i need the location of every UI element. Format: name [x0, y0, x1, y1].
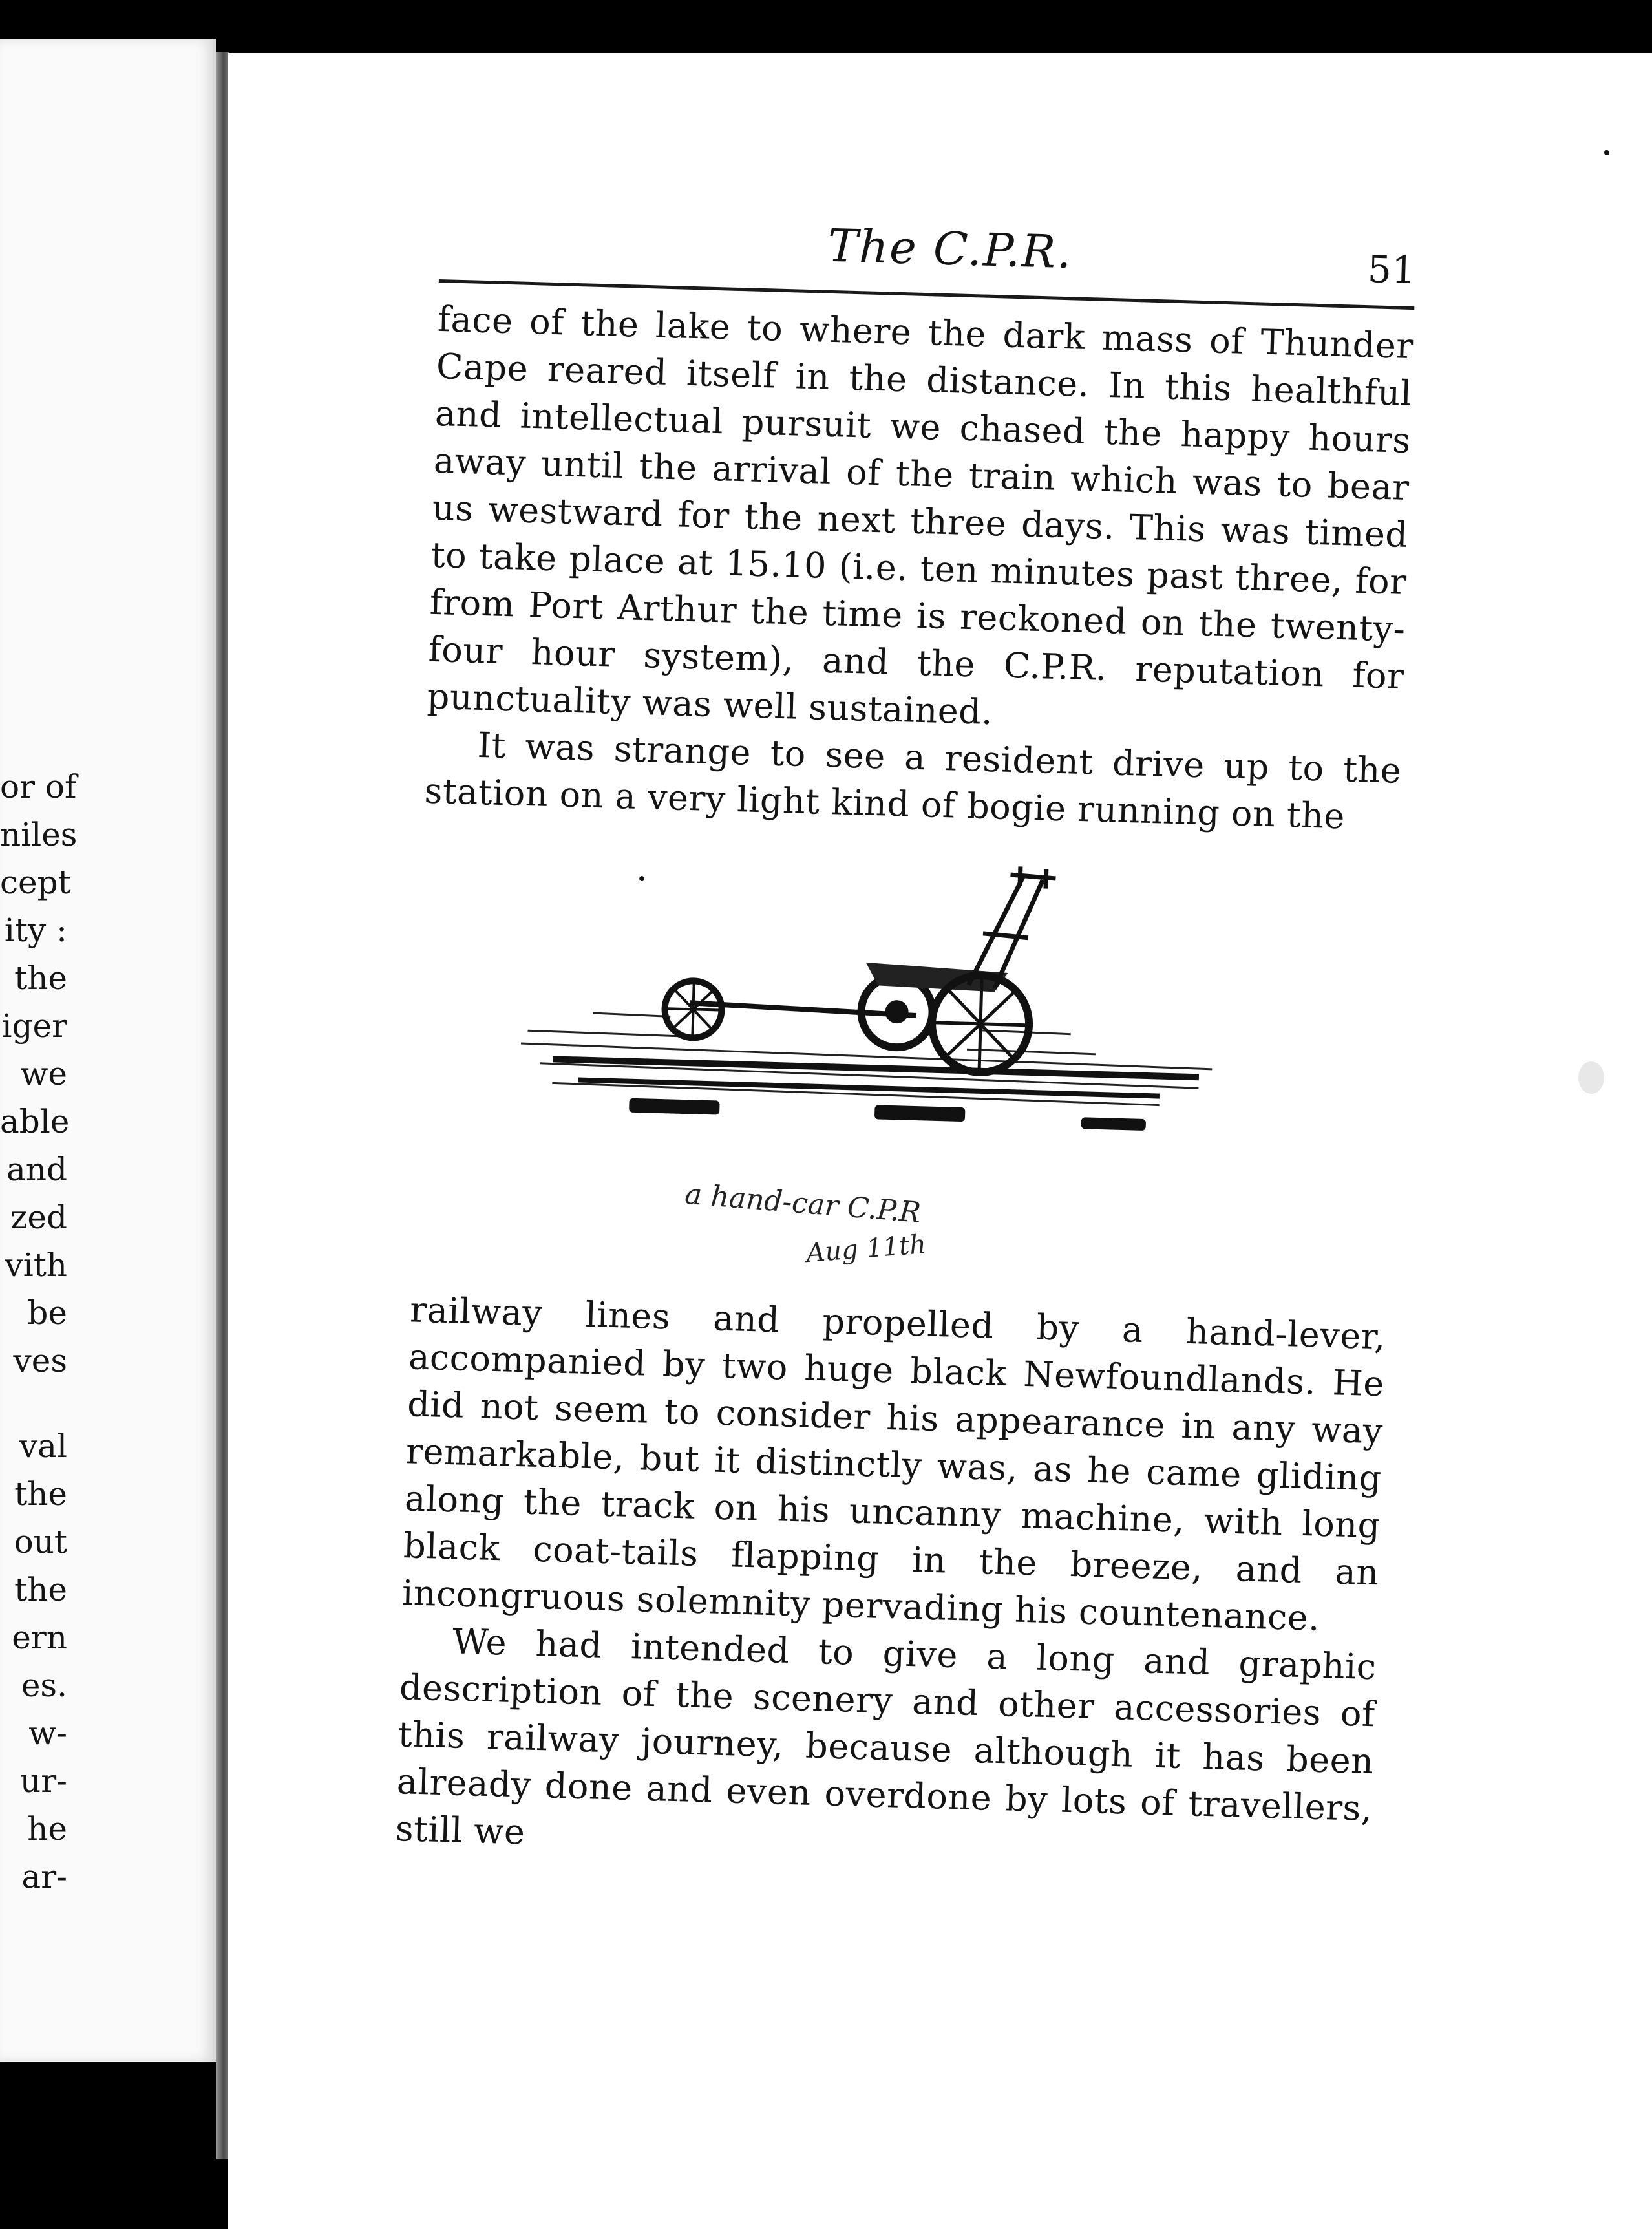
line-fragment: ity : [4, 912, 67, 949]
line-fragment: w- [28, 1714, 67, 1752]
figure-date: Aug 11th [805, 1229, 927, 1269]
line-fragment: val [19, 1427, 67, 1465]
running-title: The C.P.R. [827, 219, 1074, 279]
line-fragment: iger [1, 1007, 67, 1045]
line-fragment: the [14, 959, 67, 997]
paragraph: face of the lake to where the dark mass of Thunder Cape reared itself in the distance. In this healthful and intellectual pursuit we chased the happy hours away until the arrival of the train which was to bear us westward for the next three days. This was timed to take place at 15.10 (i.e. ten minutes past three, for from Port Arthur the time is reckoned on the twenty-four hour system), and the C.P.R. reputation for punctuality was well sustained. [427, 298, 1414, 733]
line-gap [0, 1385, 67, 1422]
page-number: 51 [1367, 247, 1416, 293]
paragraph: It was strange to see a resident drive up to the station on a very light kind of bogie running on the [423, 724, 1403, 837]
dust-speck [1604, 150, 1609, 155]
line-fragment: cept [0, 864, 71, 901]
facing-page-text [0, 763, 78, 1901]
body-text [395, 1286, 1386, 1879]
line-fragment: able [0, 1103, 70, 1140]
paragraph: railway lines and propelled by a hand-lever, accompanied by two huge black Newfoundlands. He did not seem to consider his appearance in any way remarkable, but it distinctly was, as he came gliding along the track on his uncanny machine, with long black coat-tails flapping in the breeze, and an incongruous solemnity pervading his countenance. [401, 1289, 1386, 1639]
facing-page [0, 39, 216, 2062]
book-gutter [216, 52, 229, 2159]
line-fragment: ur- [20, 1762, 67, 1800]
line-fragment: the [14, 1571, 67, 1608]
line-fragment: and [6, 1151, 67, 1188]
figure [411, 827, 1399, 1307]
book-page [228, 53, 1652, 2229]
line-fragment: ar- [21, 1858, 67, 1895]
line-fragment: we [20, 1055, 67, 1093]
line-fragment: the [14, 1475, 67, 1513]
line-fragment: ves [13, 1342, 67, 1380]
hand-car-illustration-icon [511, 849, 1231, 1180]
page-content [395, 208, 1416, 1879]
line-fragment: be [27, 1294, 67, 1332]
line-fragment: niles [0, 816, 78, 853]
dust-speck [1578, 1061, 1604, 1094]
paragraph: We had intended to give a long and graphic description of the scenery and other accessories of this railway journey, because although it has been already done and even overdone by lots of travellers, still we [395, 1621, 1377, 1853]
figure-caption: a hand-car C.P.R [683, 1177, 922, 1230]
line-fragment: he [27, 1810, 67, 1848]
line-fragment: es. [21, 1667, 67, 1704]
line-fragment: ern [12, 1619, 67, 1656]
line-fragment: or of [0, 768, 77, 805]
line-fragment: out [14, 1523, 67, 1561]
running-header [439, 208, 1416, 306]
line-fragment: zed [10, 1199, 67, 1236]
line-fragment: vith [5, 1246, 67, 1284]
body-text [424, 295, 1414, 842]
